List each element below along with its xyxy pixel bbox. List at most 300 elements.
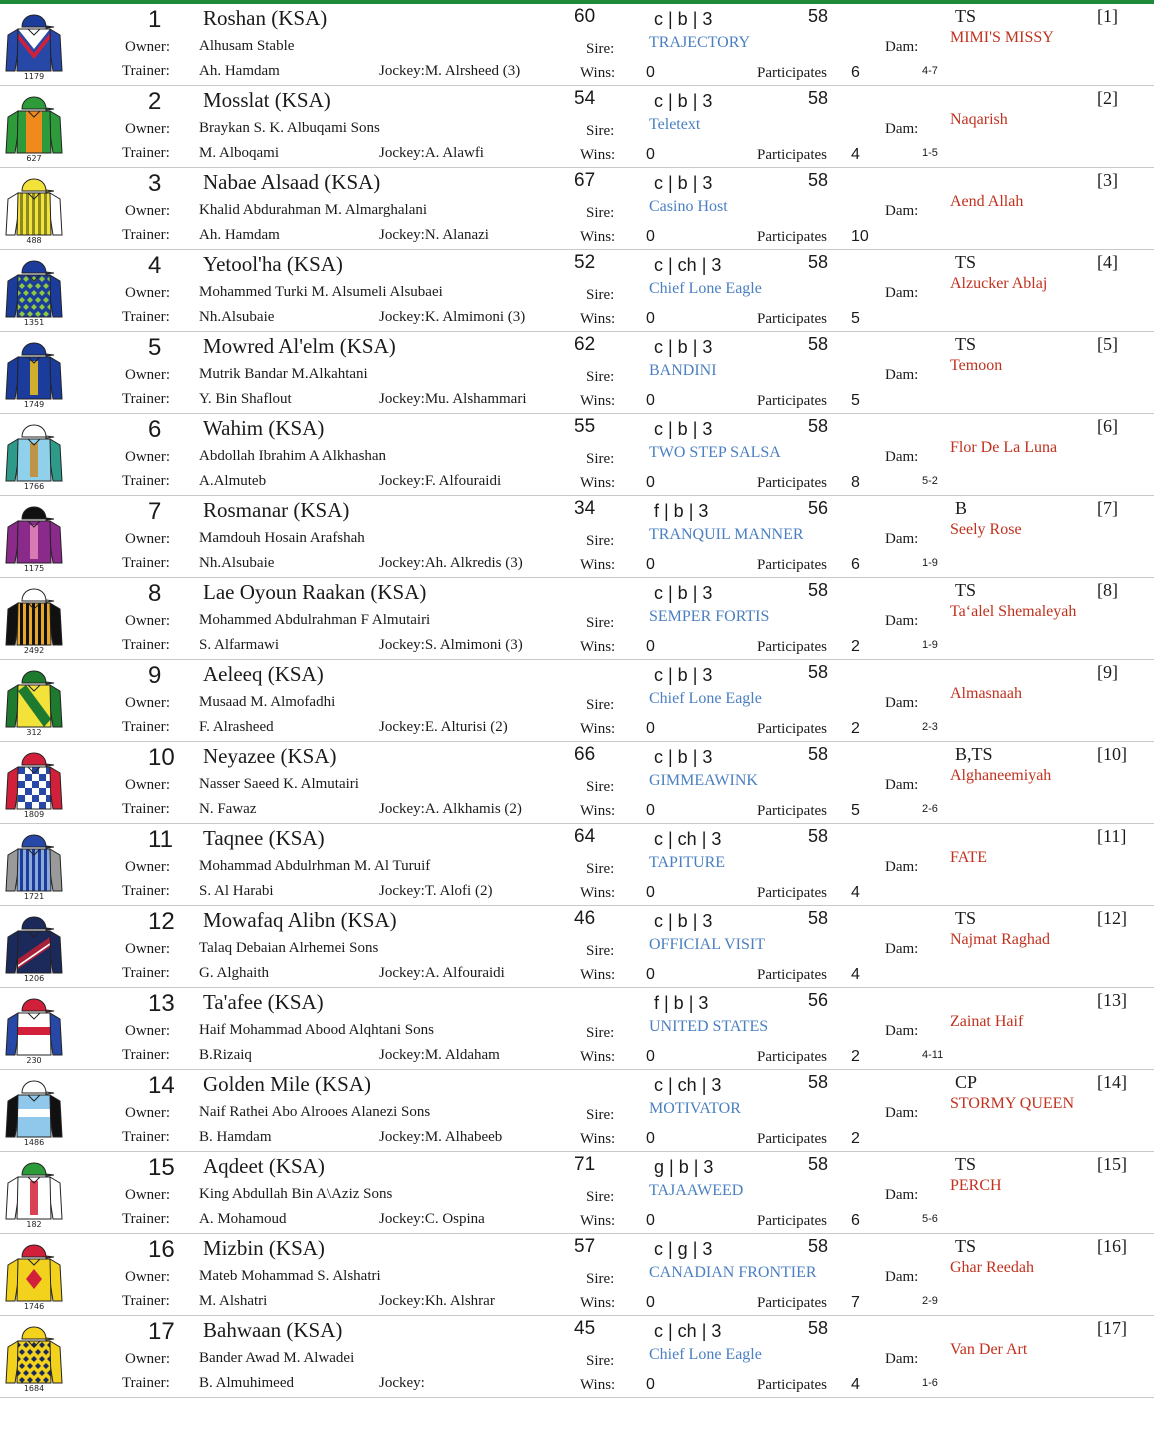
participates-label: Participates xyxy=(757,1377,827,1393)
carried-weight: 58 xyxy=(808,6,829,26)
jockey-name: Jockey:C. Ospina xyxy=(379,1211,485,1227)
jockey-name: Jockey:F. Alfouraidi xyxy=(379,473,502,489)
sire-label: Sire: xyxy=(586,287,615,303)
sire-name: TAJAAWEED xyxy=(649,1182,744,1199)
svg-text:1206: 1206 xyxy=(23,974,45,983)
owner-name: Bander Awad M. Alwadei xyxy=(199,1350,355,1366)
participates-count: 5 xyxy=(851,802,860,819)
wins-label: Wins: xyxy=(580,639,616,655)
participates-label: Participates xyxy=(757,967,827,983)
owner-label: Owner: xyxy=(125,449,170,465)
horse-number: 8 xyxy=(148,580,162,607)
sex-colour-age: c | b | 3 xyxy=(654,665,713,685)
wins-count: 0 xyxy=(646,1212,655,1229)
jockey-silks-icon xyxy=(4,661,64,737)
dam-label: Dam: xyxy=(885,1105,919,1121)
owner-name: King Abdullah Bin A\Aziz Sons xyxy=(199,1186,393,1202)
trainer-name: A. Mohamoud xyxy=(199,1211,287,1227)
owner-label: Owner: xyxy=(125,777,170,793)
carried-weight: 58 xyxy=(808,826,829,846)
sex-colour-age: c | b | 3 xyxy=(654,173,713,193)
sex-colour-age: c | b | 3 xyxy=(654,9,713,29)
svg-text:230: 230 xyxy=(26,1056,42,1065)
sex-colour-age: c | ch | 3 xyxy=(654,1075,722,1095)
trainer-label: Trainer: xyxy=(122,1129,170,1145)
sex-colour-age: c | g | 3 xyxy=(654,1239,713,1259)
horse-number: 9 xyxy=(148,662,162,689)
wins-count: 0 xyxy=(646,638,655,655)
owner-label: Owner: xyxy=(125,695,170,711)
carried-weight: 58 xyxy=(808,1072,829,1092)
sire-label: Sire: xyxy=(586,615,615,631)
owner-label: Owner: xyxy=(125,203,170,219)
participates-count: 6 xyxy=(851,556,860,573)
trainer-label: Trainer: xyxy=(122,965,170,981)
sire-name: OFFICIAL VISIT xyxy=(649,936,766,953)
equipment-code: B xyxy=(955,498,968,518)
svg-text:488: 488 xyxy=(26,236,42,245)
owner-name: Alhusam Stable xyxy=(199,38,295,54)
dam-name: Flor De La Luna xyxy=(950,439,1058,456)
jockey-name: Jockey:M. Alhabeeb xyxy=(379,1129,503,1145)
horse-row xyxy=(0,86,1154,168)
wins-label: Wins: xyxy=(580,557,616,573)
trainer-name: Ah. Hamdam xyxy=(199,227,280,243)
draw-number: [13] xyxy=(1097,990,1127,1010)
dam-label: Dam: xyxy=(885,613,919,629)
horse-rating: 66 xyxy=(574,744,596,765)
wins-label: Wins: xyxy=(580,229,616,245)
trainer-label: Trainer: xyxy=(122,1293,170,1309)
sire-name: GIMMEAWINK xyxy=(649,772,758,789)
owner-name: Haif Mohammad Abood Alqhtani Sons xyxy=(199,1022,434,1038)
draw-number: [6] xyxy=(1097,416,1118,436)
sex-colour-age: c | b | 3 xyxy=(654,91,713,111)
draw-number: [4] xyxy=(1097,252,1118,272)
svg-text:1179: 1179 xyxy=(23,72,45,81)
owner-name: Mohammed Turki M. Alsumeli Alsubaei xyxy=(199,284,443,300)
owner-label: Owner: xyxy=(125,613,170,629)
trainer-name: B.Rizaiq xyxy=(199,1047,252,1063)
svg-text:2492: 2492 xyxy=(23,646,45,655)
carried-weight: 58 xyxy=(808,416,829,436)
sire-name: SEMPER FORTIS xyxy=(649,608,770,625)
owner-label: Owner: xyxy=(125,39,170,55)
wins-count: 0 xyxy=(646,392,655,409)
participates-count: 7 xyxy=(851,1294,860,1311)
svg-text:1721: 1721 xyxy=(23,892,45,901)
dam-name: Zainat Haif xyxy=(950,1013,1024,1030)
horse-rating: 55 xyxy=(574,416,596,437)
jockey-name: Jockey:M. Alrsheed (3) xyxy=(379,63,521,79)
jockey-silks-icon xyxy=(4,87,64,163)
participates-label: Participates xyxy=(757,885,827,901)
carried-weight: 58 xyxy=(808,252,829,272)
jockey-name: Jockey:Ah. Alkredis (3) xyxy=(379,555,523,571)
draw-number: [2] xyxy=(1097,88,1118,108)
participates-count: 2 xyxy=(851,638,860,655)
sire-name: UNITED STATES xyxy=(649,1018,769,1035)
jockey-silks-icon xyxy=(4,333,64,409)
sex-colour-age: c | ch | 3 xyxy=(654,255,722,275)
equipment-code: TS xyxy=(955,580,977,600)
horse-rating: 62 xyxy=(574,334,596,355)
jockey-silks-icon xyxy=(4,5,64,81)
participates-label: Participates xyxy=(757,1295,827,1311)
equipment-code: TS xyxy=(955,1236,977,1256)
horse-number: 15 xyxy=(148,1154,175,1181)
sire-label: Sire: xyxy=(586,1107,615,1123)
svg-text:1749: 1749 xyxy=(23,400,45,409)
trainer-name: Y. Bin Shaflout xyxy=(199,391,292,407)
owner-name: Talaq Debaian Alrhemei Sons xyxy=(199,940,379,956)
horse-name[interactable]: Wahim (KSA) xyxy=(203,416,325,440)
horse-rating: 67 xyxy=(574,170,596,191)
jockey-silks-icon xyxy=(4,1317,64,1393)
trainer-name: S. Alfarmawi xyxy=(199,637,279,653)
equipment-code: B,TS xyxy=(955,744,993,764)
draw-number: [5] xyxy=(1097,334,1118,354)
horse-rating: 64 xyxy=(574,826,596,847)
sire-name: Casino Host xyxy=(649,198,728,215)
horse-row xyxy=(0,988,1154,1070)
horse-name[interactable]: Aeleeq (KSA) xyxy=(203,662,324,686)
jockey-silks-icon xyxy=(4,251,64,327)
dam-name: FATE xyxy=(950,849,988,866)
wins-label: Wins: xyxy=(580,147,616,163)
participates-label: Participates xyxy=(757,393,827,409)
owner-label: Owner: xyxy=(125,1105,170,1121)
horse-number: 3 xyxy=(148,170,162,197)
horse-rating: 54 xyxy=(574,88,596,109)
horse-row xyxy=(0,824,1154,906)
form-tag: 2-9 xyxy=(922,1295,938,1307)
wins-label: Wins: xyxy=(580,65,616,81)
trainer-name: N. Fawaz xyxy=(199,801,257,817)
owner-label: Owner: xyxy=(125,859,170,875)
sire-name: TRAJECTORY xyxy=(649,34,751,51)
sex-colour-age: c | b | 3 xyxy=(654,747,713,767)
participates-count: 4 xyxy=(851,966,860,983)
carried-weight: 58 xyxy=(808,744,829,764)
jockey-name: Jockey:A. Alkhamis (2) xyxy=(379,801,522,817)
wins-count: 0 xyxy=(646,474,655,491)
form-tag: 1-9 xyxy=(922,557,938,569)
draw-number: [15] xyxy=(1097,1154,1127,1174)
wins-count: 0 xyxy=(646,228,655,245)
horse-name[interactable]: Roshan (KSA) xyxy=(203,6,328,30)
sex-colour-age: g | b | 3 xyxy=(654,1157,714,1177)
dam-label: Dam: xyxy=(885,285,919,301)
horse-number: 12 xyxy=(148,908,175,935)
horse-name[interactable]: Ta'afee (KSA) xyxy=(203,990,324,1014)
horse-row xyxy=(0,660,1154,742)
sire-name: MOTIVATOR xyxy=(649,1100,741,1117)
trainer-label: Trainer: xyxy=(122,1375,170,1391)
carried-weight: 58 xyxy=(808,88,829,108)
horse-number: 11 xyxy=(148,826,173,853)
horse-name[interactable]: Nabae Alsaad (KSA) xyxy=(203,170,381,194)
trainer-name: F. Alrasheed xyxy=(199,719,274,735)
sex-colour-age: c | ch | 3 xyxy=(654,1321,722,1341)
jockey-name: Jockey:S. Almimoni (3) xyxy=(379,637,523,653)
sex-colour-age: f | b | 3 xyxy=(654,993,709,1013)
horse-number: 2 xyxy=(148,88,162,115)
svg-text:627: 627 xyxy=(26,154,42,163)
wins-label: Wins: xyxy=(580,1377,616,1393)
dam-label: Dam: xyxy=(885,39,919,55)
horse-row xyxy=(0,906,1154,988)
sire-label: Sire: xyxy=(586,779,615,795)
trainer-name: B. Hamdam xyxy=(199,1129,272,1145)
svg-text:1486: 1486 xyxy=(23,1138,45,1147)
owner-name: Mateb Mohammad S. Alshatri xyxy=(199,1268,381,1284)
trainer-label: Trainer: xyxy=(122,555,170,571)
wins-count: 0 xyxy=(646,146,655,163)
wins-count: 0 xyxy=(646,966,655,983)
draw-number: [7] xyxy=(1097,498,1118,518)
participates-count: 5 xyxy=(851,392,860,409)
equipment-code: TS xyxy=(955,908,977,928)
dam-label: Dam: xyxy=(885,1269,919,1285)
horse-rating: 34 xyxy=(574,498,596,519)
svg-text:1746: 1746 xyxy=(23,1302,45,1311)
trainer-label: Trainer: xyxy=(122,1211,170,1227)
horse-number: 5 xyxy=(148,334,162,361)
form-tag: 1-5 xyxy=(922,147,938,159)
horse-row xyxy=(0,332,1154,414)
owner-name: Mamdouh Hosain Arafshah xyxy=(199,530,365,546)
owner-label: Owner: xyxy=(125,285,170,301)
sex-colour-age: c | b | 3 xyxy=(654,419,713,439)
wins-label: Wins: xyxy=(580,393,616,409)
trainer-name: Nh.Alsubaie xyxy=(199,309,275,325)
owner-name: Abdollah Ibrahim A Alkhashan xyxy=(199,448,387,464)
dam-label: Dam: xyxy=(885,203,919,219)
sire-name: Chief Lone Eagle xyxy=(649,1346,762,1363)
form-tag: 5-2 xyxy=(922,475,938,487)
jockey-silks-icon xyxy=(4,415,64,491)
horse-number: 4 xyxy=(148,252,162,279)
carried-weight: 56 xyxy=(808,990,829,1010)
owner-name: Naif Rathei Abo Alrooes Alanezi Sons xyxy=(199,1104,431,1120)
horse-number: 16 xyxy=(148,1236,175,1263)
horse-name[interactable]: Rosmanar (KSA) xyxy=(203,498,350,522)
wins-count: 0 xyxy=(646,802,655,819)
wins-count: 0 xyxy=(646,1376,655,1393)
wins-label: Wins: xyxy=(580,967,616,983)
dam-name: Almasnaah xyxy=(950,685,1022,702)
horse-row xyxy=(0,168,1154,250)
dam-label: Dam: xyxy=(885,941,919,957)
horse-number: 10 xyxy=(148,744,175,771)
dam-label: Dam: xyxy=(885,859,919,875)
wins-label: Wins: xyxy=(580,803,616,819)
trainer-label: Trainer: xyxy=(122,145,170,161)
owner-label: Owner: xyxy=(125,941,170,957)
horse-name[interactable]: Neyazee (KSA) xyxy=(203,744,337,768)
trainer-label: Trainer: xyxy=(122,309,170,325)
sire-label: Sire: xyxy=(586,123,615,139)
horse-name[interactable]: Lae Oyoun Raakan (KSA) xyxy=(203,580,427,604)
jockey-silks-icon xyxy=(4,1235,64,1311)
sex-colour-age: c | b | 3 xyxy=(654,583,713,603)
participates-count: 5 xyxy=(851,310,860,327)
participates-count: 4 xyxy=(851,146,860,163)
sire-name: TAPITURE xyxy=(649,854,726,871)
jockey-name: Jockey:A. Alawfi xyxy=(379,145,484,161)
owner-name: Khalid Abdurahman M. Almarghalani xyxy=(199,202,428,218)
horse-name[interactable]: Bahwaan (KSA) xyxy=(203,1318,343,1342)
dam-name: Seely Rose xyxy=(950,521,1022,538)
horse-row xyxy=(0,1234,1154,1316)
trainer-label: Trainer: xyxy=(122,801,170,817)
dam-name: PERCH xyxy=(950,1177,1002,1194)
owner-name: Nasser Saeed K. Almutairi xyxy=(199,776,359,792)
draw-number: [11] xyxy=(1097,826,1127,846)
dam-name: STORMY QUEEN xyxy=(950,1095,1075,1112)
trainer-name: B. Almuhimeed xyxy=(199,1375,294,1391)
jockey-name: Jockey:Kh. Alshrar xyxy=(379,1293,495,1309)
jockey-silks-icon xyxy=(4,989,64,1065)
participates-count: 2 xyxy=(851,1048,860,1065)
sire-label: Sire: xyxy=(586,41,615,57)
sire-label: Sire: xyxy=(586,1025,615,1041)
horse-name[interactable]: Mowred Al'elm (KSA) xyxy=(203,334,396,358)
horse-row xyxy=(0,414,1154,496)
horse-row xyxy=(0,1070,1154,1152)
trainer-name: Nh.Alsubaie xyxy=(199,555,275,571)
dam-label: Dam: xyxy=(885,1351,919,1367)
horse-rating: 60 xyxy=(574,6,596,27)
participates-count: 4 xyxy=(851,1376,860,1393)
horse-name[interactable]: Yetool'ha (KSA) xyxy=(203,252,343,276)
dam-label: Dam: xyxy=(885,531,919,547)
participates-label: Participates xyxy=(757,803,827,819)
jockey-name: Jockey:K. Almimoni (3) xyxy=(379,309,526,325)
draw-number: [17] xyxy=(1097,1318,1127,1338)
dam-name: Ghar Reedah xyxy=(950,1259,1034,1276)
dam-label: Dam: xyxy=(885,695,919,711)
dam-name: Alghaneemiyah xyxy=(950,767,1052,784)
participates-count: 2 xyxy=(851,1130,860,1147)
participates-label: Participates xyxy=(757,1213,827,1229)
form-tag: 5-6 xyxy=(922,1213,938,1225)
owner-label: Owner: xyxy=(125,367,170,383)
sire-label: Sire: xyxy=(586,697,615,713)
sire-label: Sire: xyxy=(586,1271,615,1287)
equipment-code: TS xyxy=(955,334,977,354)
dam-name: Najmat Raghad xyxy=(950,931,1050,948)
draw-number: [12] xyxy=(1097,908,1127,928)
equipment-code: TS xyxy=(955,6,977,26)
sire-name: Teletext xyxy=(649,116,701,133)
race-card xyxy=(0,4,1154,1398)
sire-label: Sire: xyxy=(586,1353,615,1369)
horse-rating: 71 xyxy=(574,1154,596,1175)
horse-name[interactable]: Mosslat (KSA) xyxy=(203,88,331,112)
participates-label: Participates xyxy=(757,475,827,491)
horse-row xyxy=(0,1152,1154,1234)
jockey-silks-icon xyxy=(4,497,64,573)
draw-number: [9] xyxy=(1097,662,1118,682)
owner-name: Mohammad Abdulrhman M. Al Turuif xyxy=(199,858,431,874)
jockey-silks-icon xyxy=(4,1153,64,1229)
participates-count: 10 xyxy=(851,228,869,245)
horse-row xyxy=(0,4,1154,86)
horse-row xyxy=(0,496,1154,578)
form-tag: 4-11 xyxy=(922,1049,944,1061)
dam-name: Aend Allah xyxy=(950,193,1024,210)
wins-count: 0 xyxy=(646,556,655,573)
svg-text:1684: 1684 xyxy=(23,1384,45,1393)
wins-label: Wins: xyxy=(580,311,616,327)
jockey-name: Jockey:E. Alturisi (2) xyxy=(379,719,508,735)
draw-number: [14] xyxy=(1097,1072,1127,1092)
horse-name[interactable]: Taqnee (KSA) xyxy=(203,826,325,850)
form-tag: 2-3 xyxy=(922,721,938,733)
wins-count: 0 xyxy=(646,1048,655,1065)
participates-count: 6 xyxy=(851,1212,860,1229)
form-tag: 4-7 xyxy=(922,65,938,77)
draw-number: [1] xyxy=(1097,6,1118,26)
horse-row xyxy=(0,742,1154,824)
sire-label: Sire: xyxy=(586,533,615,549)
wins-label: Wins: xyxy=(580,1295,616,1311)
trainer-label: Trainer: xyxy=(122,473,170,489)
horse-row xyxy=(0,578,1154,660)
horse-rating: 46 xyxy=(574,908,596,929)
wins-label: Wins: xyxy=(580,1049,616,1065)
draw-number: [8] xyxy=(1097,580,1118,600)
owner-label: Owner: xyxy=(125,1023,170,1039)
jockey-name: Jockey:T. Alofi (2) xyxy=(379,883,493,899)
dam-name: Ta‘alel Shemaleyah xyxy=(950,603,1077,620)
carried-weight: 58 xyxy=(808,580,829,600)
sire-name: BANDINI xyxy=(649,362,717,379)
jockey-name: Jockey:A. Alfouraidi xyxy=(379,965,505,981)
sex-colour-age: c | b | 3 xyxy=(654,337,713,357)
horse-number: 6 xyxy=(148,416,162,443)
horse-number: 1 xyxy=(148,6,162,33)
sire-label: Sire: xyxy=(586,861,615,877)
horse-number: 14 xyxy=(148,1072,175,1099)
owner-name: Musaad M. Almofadhi xyxy=(199,694,336,710)
horse-name[interactable]: Aqdeet (KSA) xyxy=(203,1154,325,1178)
horse-name[interactable]: Golden Mile (KSA) xyxy=(203,1072,371,1096)
sire-name: TRANQUIL MANNER xyxy=(649,526,804,543)
dam-name: MIMI'S MISSY xyxy=(950,29,1054,46)
trainer-name: M. Alshatri xyxy=(199,1293,268,1309)
horse-number: 17 xyxy=(148,1318,175,1345)
horse-row xyxy=(0,250,1154,332)
sire-label: Sire: xyxy=(586,1189,615,1205)
trainer-name: Ah. Hamdam xyxy=(199,63,280,79)
horse-name[interactable]: Mowafaq Alibn (KSA) xyxy=(203,908,397,932)
sire-label: Sire: xyxy=(586,451,615,467)
participates-count: 8 xyxy=(851,474,860,491)
horse-row xyxy=(0,1316,1154,1398)
horse-name[interactable]: Mizbin (KSA) xyxy=(203,1236,325,1260)
owner-label: Owner: xyxy=(125,121,170,137)
sex-colour-age: c | b | 3 xyxy=(654,911,713,931)
owner-label: Owner: xyxy=(125,1351,170,1367)
jockey-name: Jockey:N. Alanazi xyxy=(379,227,489,243)
carried-weight: 58 xyxy=(808,1318,829,1338)
carried-weight: 58 xyxy=(808,1154,829,1174)
wins-count: 0 xyxy=(646,1294,655,1311)
owner-label: Owner: xyxy=(125,531,170,547)
